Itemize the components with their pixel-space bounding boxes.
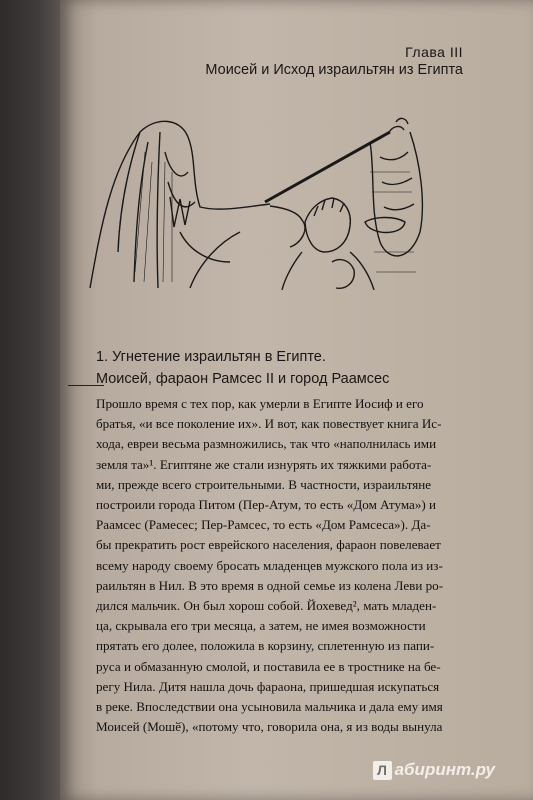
body-line: прятать его долее, положила в корзину, сплетенную из папи- [96, 638, 435, 654]
body-line: в реке. Впоследствии она усыновила мальчика и дала ему имя [96, 699, 443, 715]
body-line: хода, евреи весьма размножились, так что «наполнилась ими [96, 436, 437, 452]
previous-page-edge [0, 0, 62, 800]
body-line: братья, «и все поколение их». И вот, как повествует книга Ис- [96, 416, 442, 432]
labirint-logo-icon: Л [373, 761, 392, 780]
body-line: Раамсес (Рамесес; Пер-Рамсес, то есть «Дом Рамсеса»). Да- [96, 517, 431, 533]
body-line: регу Нила. Дитя нашла дочь фараона, пришедшая искупаться [96, 678, 440, 694]
moses-with-staff-engraving-icon [70, 112, 430, 290]
body-line: дился мальчик. Он был хорош собой. Йохевед², мать младен- [96, 598, 437, 614]
section-heading-line-1: 1. Угнетение израильтян в Египте. [96, 349, 326, 365]
body-line: ца, скрывала его три месяца, а затем, не имея возможности [96, 618, 426, 634]
body-line: руса и обмазанную смолой, и поставила ее в тростнике на бе- [96, 658, 441, 674]
body-line: Моисей (Мошӗ), «потому что, говорила она, я из воды вынула [96, 719, 443, 735]
chapter-title: Моисей и Исход израильтян из Египта [205, 62, 463, 78]
body-line: раильтян в Нил. В это время в одной семье из колена Леви ро- [96, 577, 444, 593]
chapter-label: Глава III [405, 44, 463, 60]
body-line: построили города Питом (Пер-Атум, то есть «Дом Атума») и [96, 497, 437, 513]
heading-underline-rule [68, 385, 104, 386]
body-line: земля та»¹. Египтяне же стали изнурять их тяжкими работа- [96, 456, 432, 472]
section-heading-line-2: Моисей, фараон Рамсес II и город Раамсес [96, 371, 390, 387]
section-heading [96, 346, 456, 390]
watermark-text: абиринт.ру [394, 760, 495, 779]
body-line: Прошло время с тех пор, как умерли в Египте Иосиф и его [96, 396, 424, 411]
labirint-watermark [373, 760, 495, 780]
body-paragraph [96, 394, 478, 737]
body-line: бы прекратить рост еврейского населения, фараон повелевает [96, 537, 441, 553]
body-line: всему народу своему бросать младенцев мужского пола из из- [96, 557, 443, 573]
body-line: ми, прежде всего строительными. В частности, израильтяне [96, 476, 432, 492]
